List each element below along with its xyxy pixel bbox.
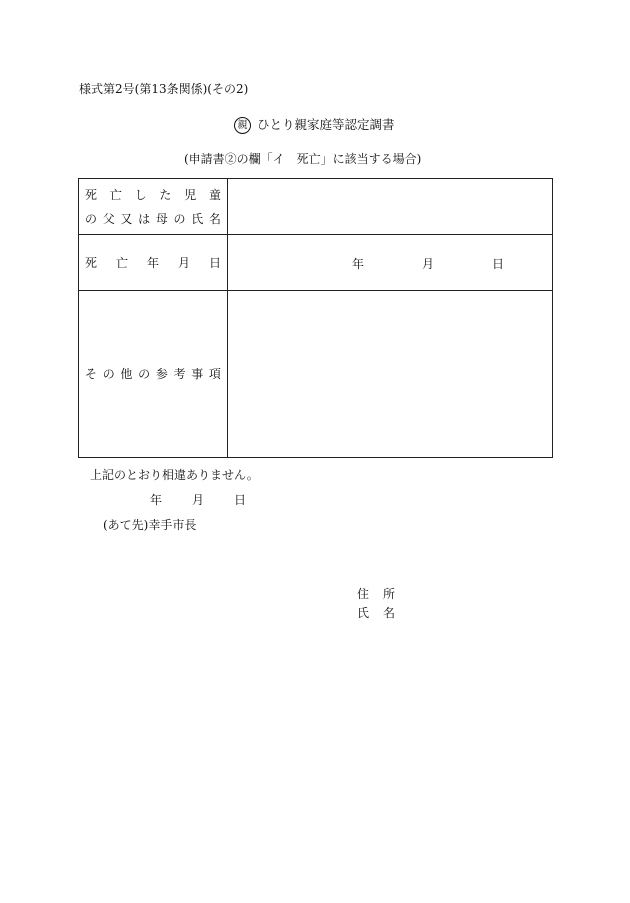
label-char: 父 <box>102 211 115 226</box>
label-char: そ <box>85 367 98 381</box>
label-char: 所 <box>383 587 396 601</box>
date-of-death-label <box>79 235 228 291</box>
date-of-death-field[interactable] <box>228 235 553 291</box>
form-number: 様式第2号(第13条関係)(その2) <box>79 82 249 96</box>
label-char: 名 <box>383 606 396 620</box>
label-char: の <box>173 211 186 226</box>
label-line <box>85 212 221 226</box>
title-text: ひとり親家庭等認定調書 <box>257 117 395 132</box>
declaration-date <box>150 493 276 507</box>
label-char: の <box>85 211 98 226</box>
label-char: 月 <box>177 255 190 270</box>
addressee: (あて先)幸手市長 <box>103 518 197 532</box>
label-char: 氏 <box>357 606 370 620</box>
day-unit: 日 <box>234 493 247 507</box>
label-char: 事 <box>191 367 204 381</box>
label-char: の <box>102 367 115 381</box>
death-day-unit: 日 <box>492 257 505 271</box>
label-char: の <box>138 367 151 381</box>
table-row <box>79 235 553 291</box>
oya-circle-mark: 親 <box>234 117 251 134</box>
label-char: 亡 <box>115 255 128 270</box>
label-char: 母 <box>155 211 168 226</box>
table-row <box>79 291 553 458</box>
label-line <box>85 256 221 270</box>
label-char: し <box>134 187 147 202</box>
label-char: 年 <box>146 255 159 270</box>
label-char: 童 <box>208 187 221 202</box>
label-char: 児 <box>184 187 197 202</box>
deceased-parent-name-field[interactable] <box>228 179 553 235</box>
label-char: は <box>138 211 151 226</box>
certification-table <box>78 178 553 458</box>
label-char: 名 <box>208 211 221 226</box>
document-title <box>234 117 395 134</box>
deceased-parent-name-label <box>79 179 228 235</box>
name-label <box>357 606 395 620</box>
label-char: 死 <box>85 255 98 270</box>
table-row <box>79 179 553 235</box>
label-char: 他 <box>120 367 133 381</box>
label-char: 住 <box>357 587 370 601</box>
other-notes-label <box>79 291 228 458</box>
other-notes-field[interactable] <box>228 291 553 458</box>
label-char: 死 <box>85 187 98 202</box>
declaration-text: 上記のとおり相違ありません。 <box>90 468 259 482</box>
subtitle: (申請書②の欄「イ 死亡」に該当する場合) <box>184 152 422 166</box>
label-char: 項 <box>208 367 221 381</box>
label-char: 考 <box>173 367 186 381</box>
label-char: 又 <box>120 211 133 226</box>
label-char: た <box>159 187 172 202</box>
label-char: 氏 <box>191 211 204 226</box>
label-char: 日 <box>208 255 221 270</box>
address-label <box>357 587 395 601</box>
year-unit: 年 <box>150 493 163 507</box>
label-char: 参 <box>155 367 168 381</box>
death-year-unit: 年 <box>352 257 365 271</box>
label-line <box>85 367 221 381</box>
label-char: 亡 <box>109 187 122 202</box>
month-unit: 月 <box>192 493 205 507</box>
death-month-unit: 月 <box>422 257 435 271</box>
label-line <box>85 188 221 202</box>
